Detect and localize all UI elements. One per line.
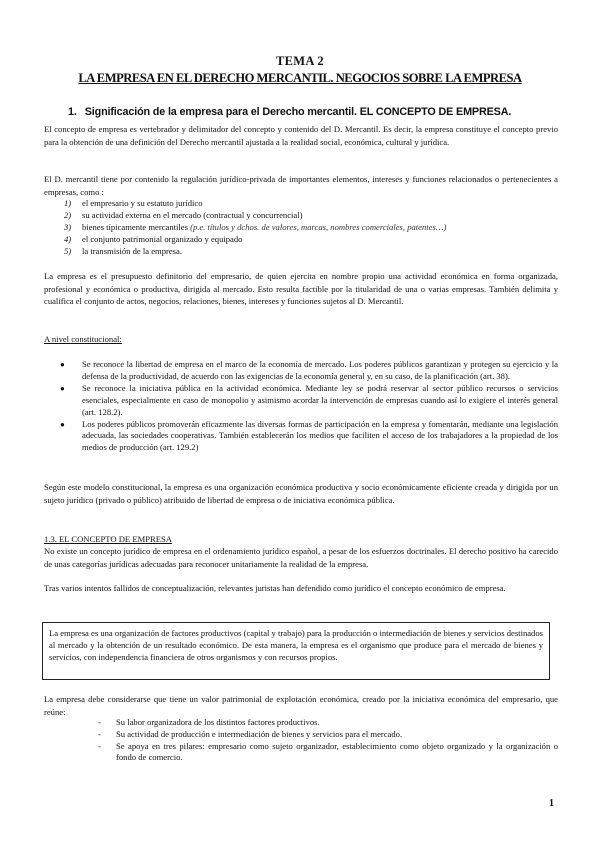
dash-item [44,717,558,729]
subsection-heading: 1.3. EL CONCEPTO DE EMPRESA [44,534,172,544]
list-item-text: su actividad externa en el mercado (contractual y concurrencial) [82,210,303,221]
paragraph-4: Según este modelo constitucional, la empresa es una organización económica productiva y socio económicamente eficiente creada y dirigida por un sujeto jurídico (privado o público) atribuido de libertad de empresa o de iniciativa económica pública. [44,482,558,505]
chapter-title: LA EMPRESA EN EL DERECHO MERCANTIL. NEGOCIOS SOBRE LA EMPRESA [78,71,522,85]
list-marker: 4) [64,234,72,245]
dash-item [44,729,558,741]
bullet-icon: ● [60,419,65,429]
definition-box: La empresa es una organización de factores productivos (capital y trabajo) para la producción o intermediación de bienes y servicios destinados al mercado y la obtención de un resultado económico. De esta manera, la empresa es el organismo que produce para el mercado de bienes y servicios, con independencia financiera de otros organismos y con recursos propios. [42,622,550,680]
dash-item [44,741,558,765]
section-heading-text: Significación de la empresa para el Derecho mercantil. EL CONCEPTO DE EMPRESA. [84,106,512,118]
bullet-item [44,419,558,455]
list-item [44,245,558,257]
section-heading [68,106,548,118]
list-item-text: la transmisión de la empresa. [82,246,182,257]
list-item [44,209,558,221]
paragraph-3: La empresa es el presupuesto definitorio del empresario, de quien ejercita en nombre propio una actividad económica en forma organizada, profesional y económica o productiva, dirigida al mercado. Esto resulta factible por la titularidad de una o varias empresas. También delimita y cualifica el conjunto de actos, negocios, relaciones, bienes, intereses y funciones sujetos al D. Mercantil. [44,271,558,306]
bullet-text: Los poderes públicos promoverán eficazmente las diversas formas de participación en la empresa y fomentarán, mediante una legislación adecuada, las sociedades cooperativas. También establecerán los medios que faciliten el acceso de los trabajadores a la propiedad de los medios de producción (art. 129.2) [82,418,558,453]
list-item-text: bienes típicamente mercantiles [82,222,191,233]
elements-list [44,197,558,257]
paragraph-1: El concepto de empresa es vertebrador y delimitador del concepto y contenido del D. Mercantil. Es decir, la empresa constituye el concepto previo para la obtención de una definición del Derecho mercantil ajustada a la realidad social, económica, cultural y jurídica. [44,124,558,147]
dash-list [44,717,558,764]
dash-item-text: Se apoya en tres pilares: empresario como sujeto organizador, establecimiento como objeto organizado y la organización o fondo de comercio. [116,740,558,763]
paragraph-2: El D. mercantil tiene por contenido la regulación jurídico-privada de importantes elementos, intereses y funciones relacionados o pertenecientes a empresas, como : [44,174,558,197]
paragraph-5: No existe un concepto jurídico de empresa en el ordenamiento jurídico español, a pesar de los esfuerzos doctrinales. El derecho positivo ha carecido de unas categorías jurídicas adecuadas para reconocer unitariamente la realidad de la empresa. [44,546,558,569]
list-marker: 2) [64,210,72,221]
page-number: 1 [549,798,554,809]
constitutional-bullets [44,359,558,454]
list-item-note: (p.e. títulos y dchos. de valores, marcas, nombres comerciales, patentes…) [190,222,447,233]
section-number: 1. [68,106,77,118]
bullet-icon: ● [60,360,65,369]
dash-marker: - [98,740,101,751]
bullet-text: Se reconoce la iniciativa pública en la actividad económica. Mediante ley se podrá reservar al sector público recursos o servicios esenciales, especialmente en caso de monopolio y asimismo acordar la intervención de empresas cuando así lo exigiere el interés general (art. 128.2). [82,382,558,417]
dash-item-text: Su labor organizadora de los distintos factores productivos. [116,717,320,727]
list-marker: 1) [64,198,72,208]
constitutional-label [44,333,558,346]
constitutional-label-text: A nivel constitucional: [44,334,122,344]
list-item-text: el empresario y su estatuto jurídico [82,198,203,208]
dash-marker: - [98,717,101,727]
bullet-item [44,383,558,419]
paragraph-6: Tras varios intentos fallidos de conceptualización, relevantes juristas han defendido como jurídico el concepto económico de empresa. [44,583,506,593]
paragraph-7: La empresa debe considerarse que tiene un valor patrimonial de explotación económica, creado por la iniciativa económica del empresario, que reúne: [44,694,558,717]
bullet-text: Se reconoce la libertad de empresa en el marco de la economía de mercado. Los poderes públicos garantizan y protegen su ejercicio y la defensa de la productividad, de acuerdo con las exigencias de la economía general y, en su caso, de la planificación (art. 38). [82,359,558,381]
list-marker: 3) [64,222,72,233]
list-item [44,221,558,233]
chapter-number: TEMA 2 [276,54,324,68]
dash-item-text: Su actividad de producción e intermediación de bienes y servicios para el mercado. [116,728,403,739]
dash-marker: - [98,728,101,739]
list-item-text: el conjunto patrimonial organizado y equipado [82,234,243,245]
list-marker: 5) [64,246,72,257]
bullet-item [44,359,558,383]
list-item [44,197,558,209]
bullet-icon: ● [60,383,65,393]
list-item [44,233,558,245]
